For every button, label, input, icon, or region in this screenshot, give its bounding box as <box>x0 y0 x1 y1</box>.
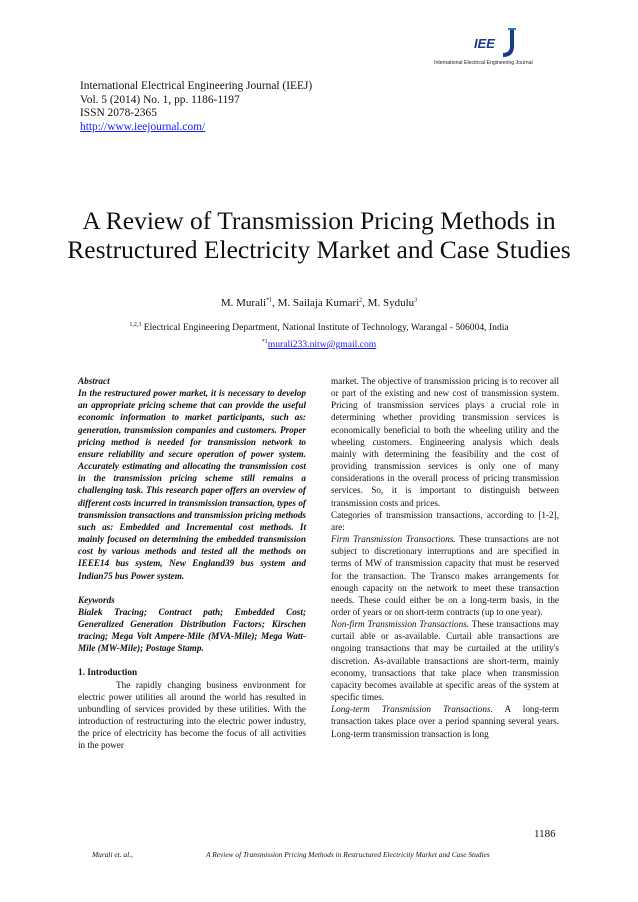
right-paragraph-2: Categories of transmission transactions, according to [1-2], are: <box>331 509 559 532</box>
nonfirm-transactions-text: These transactions may curtail able or as-available. Curtail able transactions are ongoing transactions that may be curtailed at the utility's discretion. As-available transactions are short-term, mainly economy, transactions that take place when transmission capacity becomes available at specific areas of the system at specific times. <box>331 619 559 703</box>
journal-url-link[interactable]: http://www.ieejournal.com/ <box>80 120 206 133</box>
footer-title: A Review of Transmission Pricing Methods in Restructured Electricity Market and Case Studies <box>206 850 490 859</box>
nonfirm-transactions-paragraph <box>331 618 559 703</box>
abstract-text: In the restructured power market, it is necessary to develop an appropriate pricing scheme that can provide the useful economic information to market participants, such as: generation, transmission companies and customers. Proper pricing method is needed for transmission network to ensure reliability and secure operation of power system. Accurately estimating and allocating the transmission cost in the transmission pricing scheme still remains a challenging task. This research paper offers an overview of different costs incurred in transmission transaction, types of transmission transactions and transmission pricing methods such as: Embedded and Incremental cost methods. It mainly focused on determining the embedded transmission cost by various methods and tested all the methods on IEEE14 bus system, New England39 bus system and Indian75 bus Power system. <box>78 388 306 581</box>
right-paragraph-1: market. The objective of transmission pricing is to recover all or part of the existing and new cost of transmission system. Pricing of transmission services plays a crucial role in determining whether providing transmission services is economically beneficial to both the wheeling utility and the wheeling customers. Engineering analysis which deals mainly with determining the feasibility and the cost of providing transmission services is only one of many considerations in the overall process of pricing transmission services. So, it is important to distinguish between transmission costs and prices. <box>331 376 559 508</box>
nonfirm-transactions-label: Non-firm Transmission Transactions. <box>331 619 470 630</box>
author-1-sup: *1 <box>266 297 273 304</box>
journal-name: International Electrical Engineering Journal (IEEJ) <box>80 80 313 92</box>
left-column <box>78 375 306 752</box>
journal-info <box>80 80 312 134</box>
page-number: 1186 <box>534 828 556 840</box>
email-link[interactable]: murali233.nitw@gmail.com <box>267 339 377 350</box>
author-1: M. Murali <box>220 297 267 309</box>
journal-volume: Vol. 5 (2014) No. 1, pp. 1186-1197 <box>80 93 240 106</box>
longterm-transactions-text: A long-term transaction takes place over a period spanning several years. Long-term transmission transaction is long <box>331 704 559 739</box>
keywords-heading: Keywords <box>78 594 115 605</box>
ieej-logo-icon <box>472 26 524 58</box>
author-2-sup: 2 <box>359 297 363 304</box>
firm-transactions-text: These transactions are not subject to discretionary interruptions and are specified in terms of MW of transmission capacity that must be reserved for the transaction. The Transco makes arrangements for enough capacity on the network to meet these transaction needs. These could either be on a long-term basis, in the order of years or on short-term contracts (up to one year). <box>331 534 559 617</box>
longterm-transactions-paragraph <box>331 703 559 739</box>
affiliation-sup: 1,2,3 <box>129 321 142 328</box>
abstract-heading: Abstract <box>78 376 110 386</box>
keywords-text: Bialek Tracing; Contract path; Embedded Cost; Generalized Generation Distribution Factors; Kirschen tracing; Mega Volt Ampere-Mile (MVA-Mile); Mega Watt-Mile (MW-Mile); Postage Stamp. <box>78 606 306 654</box>
introduction-heading: 1. Introduction <box>78 667 138 678</box>
firm-transactions-label: Firm Transmission Transactions. <box>331 534 456 545</box>
email-sup: *1 <box>261 338 268 345</box>
firm-transactions-paragraph <box>331 533 559 618</box>
footer-authors: Murali et. al., <box>92 850 133 859</box>
affiliation <box>0 322 638 333</box>
journal-logo <box>434 26 558 72</box>
introduction-text: The rapidly changing business environment for electric power utilities all around the world has resulted in unbundling of services provided by these utilities. With the introduction of restructuring into the electric power industry, the price of electricity has become the focus of all activities in the power <box>78 679 306 751</box>
paper-title: A Review of Transmission Pricing Methods in Restructured Electricity Market and Case Studies <box>67 206 571 264</box>
svg-text:IEE: IEE <box>474 36 495 51</box>
affiliation-text: Electrical Engineering Department, National Institute of Technology, Warangal - 506004, India <box>141 322 509 333</box>
corresponding-email <box>0 339 638 350</box>
journal-issn: ISSN 2078-2365 <box>80 107 157 120</box>
right-column <box>331 375 559 740</box>
author-list <box>0 297 638 309</box>
logo-caption: International Electrical Engineering Journal <box>434 60 533 66</box>
author-2: , M. Sailaja Kumari <box>272 297 360 309</box>
author-3: , M. Sydulu <box>362 297 415 309</box>
author-3-sup: 3 <box>414 297 418 304</box>
longterm-transactions-label: Long-term Transmission Transactions. <box>331 704 493 715</box>
